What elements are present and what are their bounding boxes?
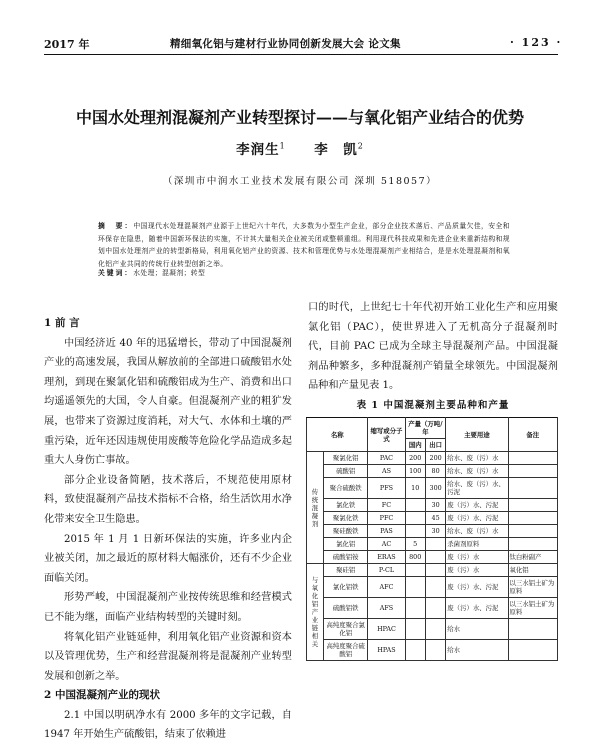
table-cell-note (508, 640, 558, 661)
table-cell-export (425, 564, 445, 577)
table-cell-formula: P-CL (368, 564, 405, 577)
table-cell-formula: HPAS (368, 640, 405, 661)
table-caption: 表 1 中国混凝剂主要品种和产量 (356, 400, 510, 411)
table-cell-export: 30 (425, 499, 445, 512)
table-row (307, 465, 558, 478)
table-row (307, 551, 558, 564)
left-column (44, 314, 292, 745)
table-cell-note: 以三水铝土矿为原料 (508, 598, 558, 619)
table-cell-name: 聚氯化铁 (324, 512, 368, 525)
table-cell-note (508, 452, 558, 465)
table-header-domestic: 国内 (405, 439, 425, 452)
abstract-label: 摘 要： (98, 222, 134, 230)
table-cell-note: 以三水铝土矿为原料 (508, 577, 558, 598)
table-cell-use: 给水、废（污）水 (446, 465, 508, 478)
page-number: · 123 · (510, 36, 563, 49)
table-group-text: 与氧化铝产业链相关 (311, 576, 319, 648)
header-year: 2017 年 (44, 38, 90, 51)
table-cell-use: 给水、废（污）水 (446, 525, 508, 538)
table-cell-name: 氯化铝 (324, 538, 368, 551)
table-cell-domestic (405, 499, 425, 512)
table-cell-note (508, 465, 558, 478)
authors (0, 138, 600, 158)
author-mark: 2 (357, 141, 364, 151)
table-cell-name: 硫酸铝铁 (324, 598, 368, 619)
table-cell-name: 氯化铝铁 (324, 577, 368, 598)
author-name: 李润生 (236, 142, 280, 158)
table-cell-note (508, 538, 558, 551)
table-cell-name: 氯化铁 (324, 499, 368, 512)
table-row (307, 640, 558, 661)
paragraph: 中国经济近 40 年的迅猛增长，带动了中国混凝剂产业的高速发展，我国从解放前的全部进口硫酸铝水处理剂，到现在聚氯化铝和硫酸铝成为生产、消费和出口均遥遥领先的大国，令人自豪。但混凝剂产业的粗犷发展，也带来了资源过度消耗，对大气、水体和土壤的严重污染，近年还因违规使用废酸等危险化学品造成多起重大人身伤亡事故。 (44, 337, 292, 467)
paragraph: 2.1 中国以明矾净水有 2000 多年的文字记载，自 1947 年开始生产硫酸铝，结束了依赖进 (44, 709, 292, 741)
table-cell-formula: HPAC (368, 619, 405, 640)
table-header-formula: 缩写或分子式 (368, 418, 405, 452)
table-cell-note (508, 499, 558, 512)
table-cell-domestic: 10 (405, 478, 425, 499)
table-row (307, 478, 558, 499)
table-row (307, 499, 558, 512)
author-mark: 1 (279, 141, 286, 151)
table-cell-export: 80 (425, 465, 445, 478)
table-cell-formula: ERAS (368, 551, 405, 564)
abstract (98, 220, 510, 270)
table-cell-use: 给水 (446, 619, 508, 640)
table-cell-domestic: 100 (405, 465, 425, 478)
abstract-text: 中国现代水处理混凝剂产业源于上世纪六十年代，大多数为小型生产企业，部分企业技术落后、产品质量欠佳，安全和环保存在隐患，随着中国新环保法的实施，不计其大量相关企业被关闭或整顿重组。利用现代科技成果和先进企业来重新结构和规划中国水处理剂产业的转型新格局，利用氧化铝产业的资源、技术和管理优势与水处理混凝剂产业相结合，是是水处理混凝剂和氧化铝产业共同的传统行业转型创新之举。 (98, 222, 510, 268)
table-row (307, 512, 558, 525)
table-header-output: 产量（万吨/年 (405, 418, 446, 439)
table-cell-use: 杀菌剂原料 (446, 538, 508, 551)
table-group-label (307, 452, 324, 564)
table-cell-note (508, 619, 558, 640)
paragraph: 2015 年 1 月 1 日新环保法的实施，许多业内企业被关闭，加之最近的原材料大幅涨价，还有不少企业面临关闭。 (44, 533, 292, 584)
table-cell-note (508, 478, 558, 499)
table-header-note: 备注 (508, 418, 558, 452)
table-cell-use: 废（污）水、污泥 (446, 499, 508, 512)
table-cell-note: 氧化铝 (508, 564, 558, 577)
table-group-text: 传统混凝剂 (311, 487, 319, 528)
table-cell-use: 废（污）水 (446, 551, 508, 564)
paragraph: 将氧化铝产业链延伸，利用氧化铝产业资源和资本以及管理优势，生产和经营混凝剂将是混凝剂产业转型发展和创新之举。 (44, 631, 292, 682)
table-cell-export (425, 551, 445, 564)
table-cell-formula: AS (368, 465, 405, 478)
table-cell-export: 200 (425, 452, 445, 465)
table-cell-export (425, 619, 445, 640)
table-cell-domestic (405, 640, 425, 661)
table-cell-use: 给水、废（污）水 (446, 452, 508, 465)
table-cell-export: 30 (425, 525, 445, 538)
section-heading: 1 前 言 (44, 317, 80, 329)
table-group-label (307, 564, 324, 661)
table-cell-export (425, 577, 445, 598)
table-cell-name: 高纯度聚合硫酸铝 (324, 640, 368, 661)
table-cell-name: 聚硅铝 (324, 564, 368, 577)
table-cell-name: 聚氯化铝 (324, 452, 368, 465)
keywords-text: 水处理；混凝剂；转型 (133, 269, 206, 277)
table-cell-formula: FC (368, 499, 405, 512)
table-cell-formula: AFC (368, 577, 405, 598)
right-column (308, 298, 558, 396)
keywords (98, 268, 510, 279)
table-cell-domestic: 5 (405, 538, 425, 551)
table-cell-domestic (405, 525, 425, 538)
table-cell-note (508, 525, 558, 538)
table-cell-use: 废（污）水 (446, 564, 508, 577)
table-cell-note: 钛白粉副产 (508, 551, 558, 564)
table-cell-formula: PAS (368, 525, 405, 538)
paragraph: 部分企业设备简陋，技术落后，不规范使用原材料，致使混凝剂产品技术指标不合格，给生活饮用水净化带来安全卫生隐患。 (44, 474, 292, 525)
affiliation: （深圳市中润水工业技术发展有限公司 深圳 518057） (162, 176, 438, 187)
table-cell-export (425, 538, 445, 551)
paper-title: 中国水处理剂混凝剂产业转型探讨——与氧化铝产业结合的优势 (75, 108, 524, 127)
header-conference: 精细氧化铝与建材行业协同创新发展大会 论文集 (170, 38, 401, 50)
table-header-export: 出口 (425, 439, 445, 452)
paragraph: 口的时代，上世纪七十年代初开始工业化生产和应用聚氯化铝（PAC），使世界进入了无机高分子混凝剂时代，目前 PAC 已成为全球主导混凝剂产品。中国混凝剂品种繁多，多种混凝剂产销量全球领先。中国混凝剂品种和产量见表 1。 (308, 302, 558, 392)
table-cell-use: 给水、废（污）水、污泥 (446, 478, 508, 499)
table-cell-domestic (405, 619, 425, 640)
table-cell-domestic: 800 (405, 551, 425, 564)
table-cell-formula: AC (368, 538, 405, 551)
table-row (307, 452, 558, 465)
table-row (307, 525, 558, 538)
table-cell-formula: PAC (368, 452, 405, 465)
table-cell-use: 废（污）水、污泥 (446, 512, 508, 525)
table-row (307, 564, 558, 577)
table-header-use: 主要用途 (446, 418, 508, 452)
table-cell-domestic (405, 564, 425, 577)
header-rule (44, 54, 558, 55)
table-cell-domestic (405, 512, 425, 525)
table-cell-use: 废（污）水、污泥 (446, 577, 508, 598)
table-cell-domestic: 200 (405, 452, 425, 465)
running-header (0, 0, 600, 58)
table-cell-name: 高纯度聚合氯化铝 (324, 619, 368, 640)
data-table (306, 417, 558, 661)
table-cell-export: 300 (425, 478, 445, 499)
table-row (307, 619, 558, 640)
table-cell-name: 聚硅酸铁 (324, 525, 368, 538)
table-cell-use: 给水 (446, 640, 508, 661)
table-cell-formula: AFS (368, 598, 405, 619)
table-row (307, 577, 558, 598)
table-cell-export (425, 640, 445, 661)
paragraph: 形势严峻，中国混凝剂产业按传统思维和经营模式已不能为继，面临产业结构转型的关键时刻。 (44, 592, 292, 623)
table-header-name: 名称 (307, 418, 368, 452)
keywords-label: 关键词： (98, 269, 134, 277)
table-cell-use: 废（污）水、污泥 (446, 598, 508, 619)
table-row (307, 538, 558, 551)
table-cell-formula: PFC (368, 512, 405, 525)
table-body (307, 452, 558, 661)
table-cell-domestic (405, 598, 425, 619)
table-cell-note (508, 512, 558, 525)
table-cell-name: 硫酸铝 (324, 465, 368, 478)
table-cell-export: 45 (425, 512, 445, 525)
table-cell-formula: PFS (368, 478, 405, 499)
table-cell-domestic (405, 577, 425, 598)
table-row (307, 598, 558, 619)
author-name: 李 凯 (314, 142, 358, 158)
table-cell-name: 聚合硫酸铁 (324, 478, 368, 499)
table-cell-name: 硫酸铝铵 (324, 551, 368, 564)
section-heading: 2 中国混凝剂产业的现状 (44, 689, 160, 702)
table-cell-export (425, 598, 445, 619)
